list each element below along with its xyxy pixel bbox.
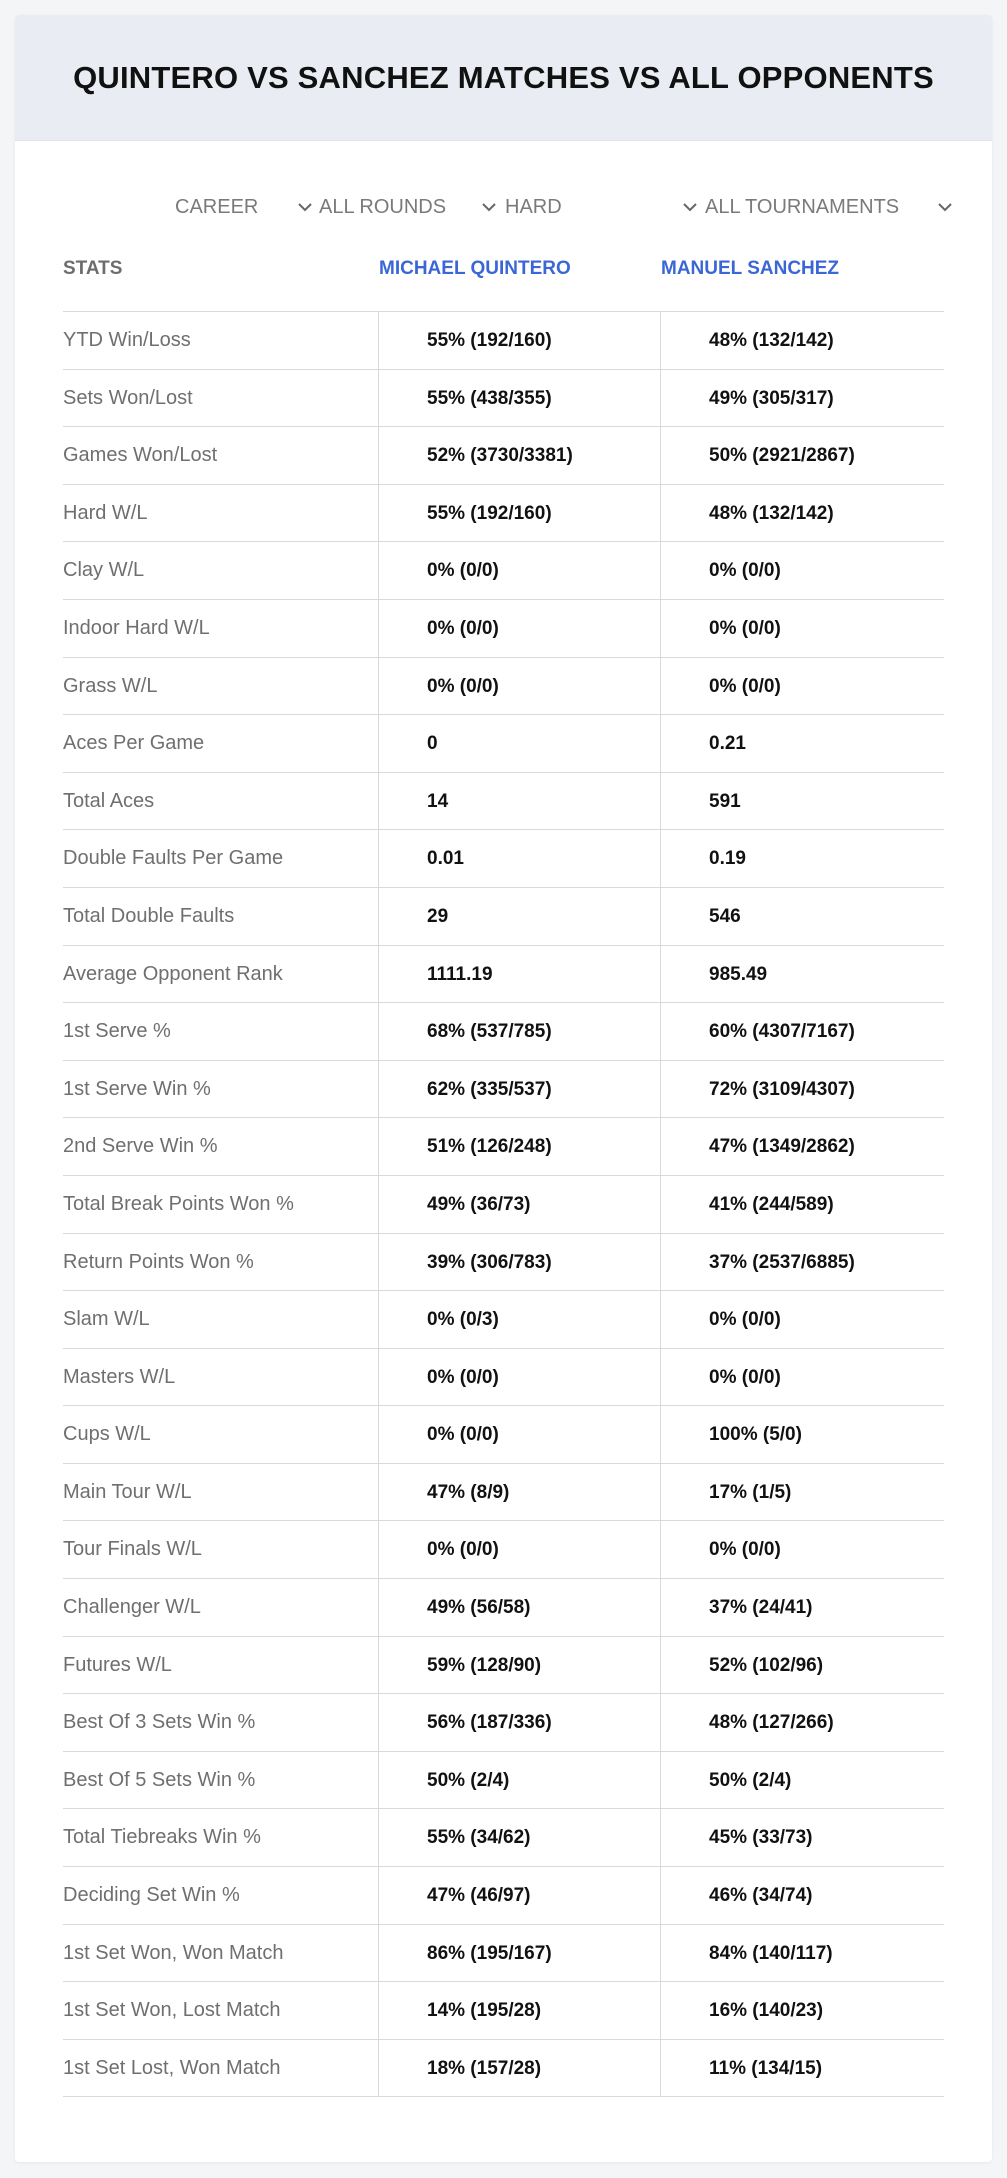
- player2-value: 46% (34/74): [709, 1885, 813, 1907]
- stat-label: Deciding Set Win %: [63, 1884, 240, 1907]
- stat-label: Average Opponent Rank: [63, 962, 283, 985]
- chevron-down-icon: [935, 197, 955, 217]
- player1-value: 0% (0/0): [427, 560, 499, 582]
- player2-value: 60% (4307/7167): [709, 1021, 855, 1043]
- column-divider: [378, 1521, 379, 1578]
- player2-value: 49% (305/317): [709, 387, 834, 409]
- column-divider: [660, 1176, 661, 1233]
- column-divider: [378, 370, 379, 427]
- stat-label: Aces Per Game: [63, 732, 205, 755]
- column-divider: [378, 1579, 379, 1636]
- column-divider: [378, 1406, 379, 1463]
- rounds-filter-label: ALL ROUNDS: [319, 195, 447, 218]
- column-divider: [378, 1234, 379, 1291]
- column-divider: [660, 427, 661, 484]
- column-divider: [660, 1406, 661, 1463]
- player1-value: 86% (195/167): [427, 1942, 552, 1964]
- player2-value: 48% (127/266): [709, 1712, 834, 1734]
- player1-value: 55% (192/160): [427, 330, 552, 351]
- stat-label: Hard W/L: [63, 501, 148, 524]
- column-divider: [378, 1694, 379, 1751]
- stat-label: Total Aces: [63, 789, 155, 812]
- column-divider: [660, 2040, 661, 2097]
- player2-value: 84% (140/117): [709, 1942, 833, 1964]
- table-row: [63, 1694, 944, 1752]
- chevron-down-icon: [479, 197, 499, 217]
- page-title: QUINTERO VS SANCHEZ MATCHES VS ALL OPPONENTS: [73, 59, 934, 95]
- stat-label: Return Points Won %: [63, 1250, 254, 1273]
- stat-label: Total Break Points Won %: [63, 1192, 294, 1215]
- player2-value: 11% (134/15): [709, 2057, 823, 2079]
- column-divider: [660, 1579, 661, 1636]
- player1-value: 52% (3730/3381): [427, 445, 573, 467]
- player2-value: 37% (2537/6885): [709, 1251, 855, 1273]
- table-body: [63, 312, 944, 2097]
- column-divider: [660, 1925, 661, 1982]
- table-row: [63, 312, 944, 370]
- stat-label: Best Of 3 Sets Win %: [63, 1711, 256, 1734]
- stat-label: Indoor Hard W/L: [63, 616, 210, 639]
- column-divider: [660, 773, 661, 830]
- column-divider: [378, 1118, 379, 1175]
- filter-bar: [15, 185, 992, 229]
- player2-value: 72% (3109/4307): [709, 1078, 855, 1100]
- stat-label: 2nd Serve Win %: [63, 1135, 218, 1158]
- table-row: [63, 485, 944, 543]
- player1-value: 14% (195/28): [427, 2000, 542, 2022]
- column-divider: [378, 1176, 379, 1233]
- column-divider: [378, 1809, 379, 1866]
- column-divider: [660, 658, 661, 715]
- table-row: [63, 1406, 944, 1464]
- player1-value: 47% (8/9): [427, 1481, 510, 1503]
- player2-value: 0% (0/0): [709, 1366, 781, 1388]
- stat-label: Tour Finals W/L: [63, 1538, 202, 1561]
- player1-value: 55% (438/355): [427, 387, 552, 409]
- player1-value: 62% (335/537): [427, 1078, 552, 1100]
- column-divider: [378, 2040, 379, 2097]
- column-divider: [378, 946, 379, 1003]
- table-row: [63, 715, 944, 773]
- column-divider: [660, 1867, 661, 1924]
- table-row: [63, 1867, 944, 1925]
- table-row: [63, 1118, 944, 1176]
- stat-label: Total Tiebreaks Win %: [63, 1826, 261, 1849]
- player1-value: 0.01: [427, 848, 464, 870]
- player1-value: 59% (128/90): [427, 1654, 542, 1676]
- player1-value: 49% (56/58): [427, 1597, 531, 1619]
- career-filter-select[interactable]: [175, 185, 315, 229]
- column-divider: [660, 1464, 661, 1521]
- column-divider: [660, 888, 661, 945]
- stat-label: Main Tour W/L: [63, 1480, 192, 1503]
- player1-value: 47% (46/97): [427, 1885, 531, 1907]
- column-divider: [660, 1521, 661, 1578]
- player2-value: 48% (132/142): [709, 330, 834, 351]
- stat-label: Cups W/L: [63, 1423, 151, 1446]
- player2-value: 45% (33/73): [709, 1827, 813, 1849]
- column-divider: [660, 946, 661, 1003]
- column-divider: [378, 1982, 379, 2039]
- player2-value: 0% (0/0): [709, 675, 781, 697]
- table-row: [63, 1234, 944, 1292]
- stat-label: Total Double Faults: [63, 904, 235, 927]
- table-row: [63, 2040, 944, 2098]
- table-row: [63, 1349, 944, 1407]
- column-divider: [378, 1291, 379, 1348]
- player1-value: 55% (192/160): [427, 502, 552, 524]
- player2-value: 591: [709, 790, 741, 812]
- table-row: [63, 1809, 944, 1867]
- column-divider: [660, 1234, 661, 1291]
- player1-value: 1111.19: [427, 963, 493, 985]
- table-row: [63, 1637, 944, 1695]
- player1-value: 56% (187/336): [427, 1712, 552, 1734]
- column-divider: [378, 773, 379, 830]
- chevron-down-icon: [680, 197, 700, 217]
- column-divider: [660, 542, 661, 599]
- table-row: [63, 773, 944, 831]
- stat-label: Slam W/L: [63, 1308, 150, 1331]
- column-divider: [660, 1752, 661, 1809]
- column-divider: [378, 1867, 379, 1924]
- player1-value: 0% (0/0): [427, 617, 499, 639]
- column-divider: [660, 1061, 661, 1118]
- table-row: [63, 830, 944, 888]
- table-row: [63, 1176, 944, 1234]
- column-divider: [378, 600, 379, 657]
- column-divider: [660, 1694, 661, 1751]
- stat-label: Grass W/L: [63, 674, 158, 697]
- player2-value: 546: [709, 905, 741, 927]
- stat-label: Double Faults Per Game: [63, 847, 284, 870]
- stat-label: 1st Serve Win %: [63, 1077, 211, 1100]
- player2-value: 17% (1/5): [709, 1481, 792, 1503]
- column-divider: [660, 485, 661, 542]
- player2-value: 985.49: [709, 963, 768, 985]
- player2-column-header[interactable]: MANUEL SANCHEZ: [661, 258, 840, 279]
- player2-value: 0.21: [709, 733, 746, 755]
- tournaments-filter-label: ALL TOURNAMENTS: [705, 195, 900, 218]
- player2-value: 37% (24/41): [709, 1597, 813, 1619]
- table-row: [63, 1579, 944, 1637]
- player1-value: 0% (0/0): [427, 1366, 499, 1388]
- table-row: [63, 658, 944, 716]
- table-row: [63, 946, 944, 1004]
- player2-value: 50% (2/4): [709, 1769, 792, 1791]
- column-divider: [378, 1003, 379, 1060]
- column-divider: [378, 1349, 379, 1406]
- stats-column-header: STATS: [63, 258, 123, 279]
- stat-label: Games Won/Lost: [63, 444, 218, 467]
- column-divider: [378, 485, 379, 542]
- player1-value: 0% (0/0): [427, 1539, 499, 1561]
- player1-value: 0: [427, 733, 438, 755]
- column-divider: [378, 888, 379, 945]
- stat-label: Sets Won/Lost: [63, 386, 193, 409]
- table-row: [63, 1291, 944, 1349]
- stat-label: 1st Serve %: [63, 1020, 171, 1043]
- table-row: [63, 1003, 944, 1061]
- stat-label: Clay W/L: [63, 559, 145, 582]
- column-divider: [660, 312, 661, 369]
- column-divider: [660, 370, 661, 427]
- table-row: [63, 600, 944, 658]
- column-divider: [378, 1637, 379, 1694]
- player1-column-header[interactable]: MICHAEL QUINTERO: [379, 258, 571, 279]
- stat-label: 1st Set Won, Won Match: [63, 1941, 284, 1964]
- table-row: [63, 1982, 944, 2040]
- player1-value: 0% (0/0): [427, 675, 499, 697]
- player1-value: 14: [427, 790, 449, 812]
- column-divider: [660, 1637, 661, 1694]
- player2-value: 0% (0/0): [709, 617, 781, 639]
- stats-card: [15, 15, 992, 2162]
- stat-label: 1st Set Won, Lost Match: [63, 1999, 281, 2022]
- column-divider: [660, 1003, 661, 1060]
- surface-filter-label: HARD: [505, 195, 562, 218]
- career-filter-label: CAREER: [175, 195, 259, 218]
- player2-value: 0% (0/0): [709, 560, 781, 582]
- player1-value: 68% (537/785): [427, 1021, 552, 1043]
- table-row: [63, 1521, 944, 1579]
- player1-value: 0% (0/0): [427, 1424, 499, 1446]
- table-row: [63, 1464, 944, 1522]
- player1-value: 29: [427, 905, 449, 927]
- player1-value: 49% (36/73): [427, 1193, 531, 1215]
- table-row: [63, 1752, 944, 1810]
- table-row: [63, 427, 944, 485]
- column-divider: [660, 1118, 661, 1175]
- column-divider: [660, 1349, 661, 1406]
- player1-value: 18% (157/28): [427, 2057, 542, 2079]
- player2-value: 41% (244/589): [709, 1193, 834, 1215]
- table-row: [63, 1061, 944, 1119]
- column-divider: [378, 1464, 379, 1521]
- column-divider: [378, 542, 379, 599]
- player2-value: 50% (2921/2867): [709, 445, 855, 467]
- table-row: [63, 1925, 944, 1983]
- column-divider: [660, 600, 661, 657]
- tournaments-filter-select[interactable]: [705, 185, 955, 229]
- column-divider: [660, 1982, 661, 2039]
- player2-value: 47% (1349/2862): [709, 1136, 855, 1158]
- column-divider: [378, 1061, 379, 1118]
- column-divider: [378, 1925, 379, 1982]
- player2-value: 0.19: [709, 848, 746, 870]
- column-divider: [378, 830, 379, 887]
- player1-value: 39% (306/783): [427, 1251, 552, 1273]
- player2-value: 0% (0/0): [709, 1539, 781, 1561]
- player2-value: 100% (5/0): [709, 1424, 802, 1446]
- player1-value: 51% (126/248): [427, 1136, 552, 1158]
- player2-value: 0% (0/0): [709, 1309, 781, 1331]
- table-row: [63, 542, 944, 600]
- stat-label: Futures W/L: [63, 1653, 172, 1676]
- player1-value: 0% (0/3): [427, 1309, 499, 1331]
- column-divider: [378, 658, 379, 715]
- stat-label: Masters W/L: [63, 1365, 176, 1388]
- rounds-filter-select[interactable]: [319, 185, 499, 229]
- player1-value: 55% (34/62): [427, 1827, 531, 1849]
- stat-label: Best Of 5 Sets Win %: [63, 1768, 256, 1791]
- stat-label: YTD Win/Loss: [63, 329, 191, 351]
- column-divider: [660, 1291, 661, 1348]
- column-divider: [660, 830, 661, 887]
- stats-table: [63, 255, 944, 2097]
- player1-value: 50% (2/4): [427, 1769, 510, 1791]
- stat-label: 1st Set Lost, Won Match: [63, 2056, 281, 2079]
- column-divider: [660, 715, 661, 772]
- card-header: [15, 15, 992, 141]
- chevron-down-icon: [295, 197, 315, 217]
- column-divider: [378, 715, 379, 772]
- table-row: [63, 888, 944, 946]
- stat-label: Challenger W/L: [63, 1596, 201, 1619]
- table-row: [63, 370, 944, 428]
- column-divider: [660, 1809, 661, 1866]
- column-divider: [378, 312, 379, 369]
- player2-value: 48% (132/142): [709, 502, 834, 524]
- column-divider: [378, 427, 379, 484]
- surface-filter-select[interactable]: [505, 185, 700, 229]
- table-header: [63, 255, 944, 312]
- player2-value: 52% (102/96): [709, 1654, 824, 1676]
- player2-value: 16% (140/23): [709, 2000, 824, 2022]
- column-divider: [378, 1752, 379, 1809]
